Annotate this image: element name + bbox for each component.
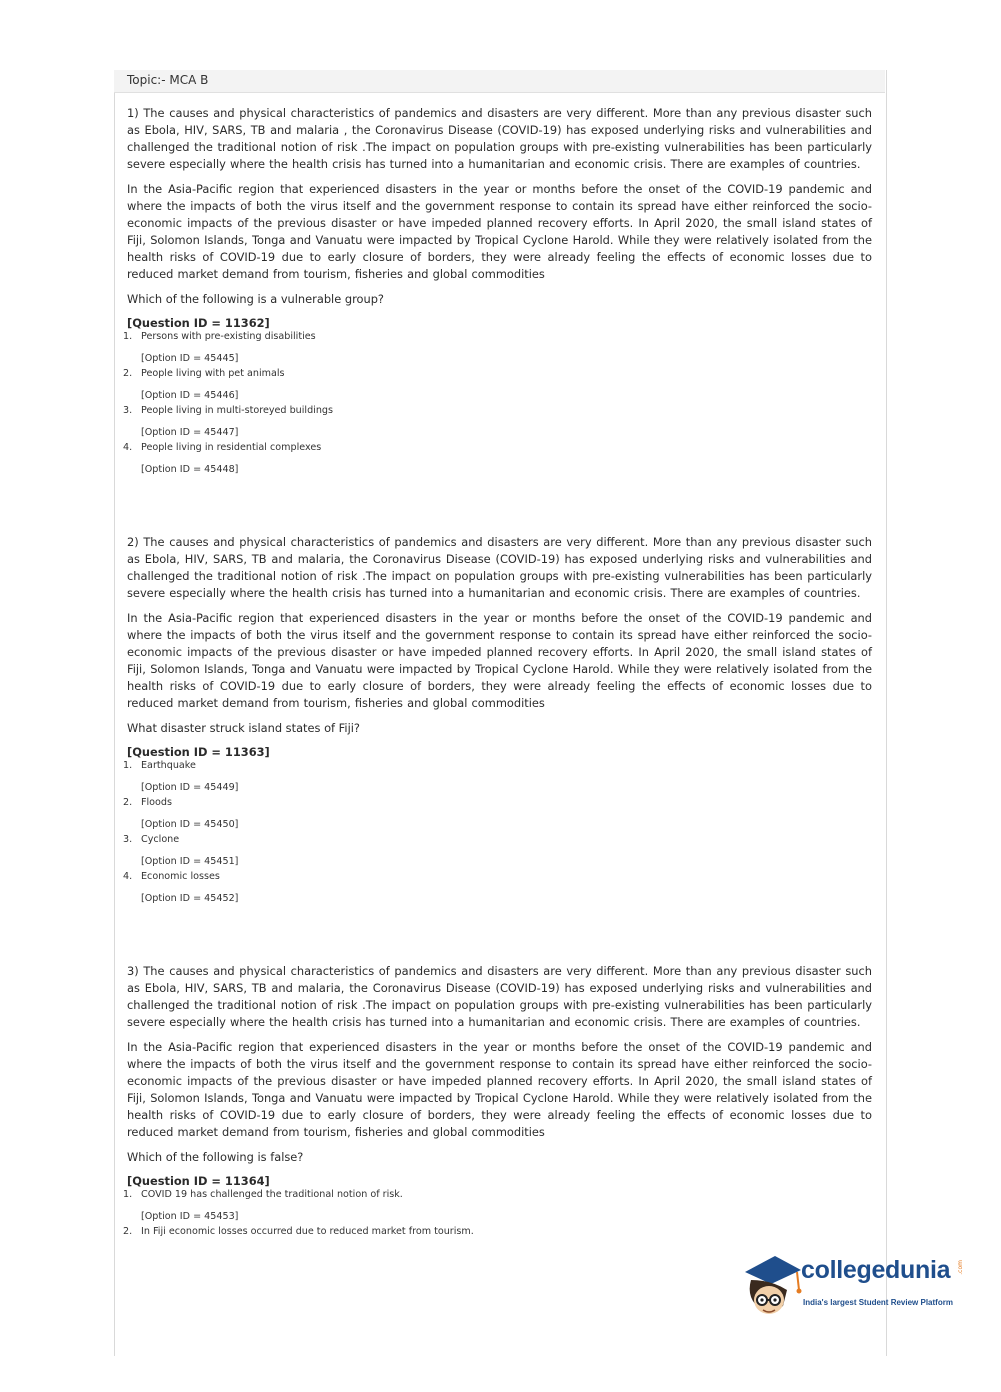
option-text: Floods [141,797,173,808]
option-id: [Option ID = 45446] [141,390,239,401]
option-number: 4. [123,442,133,453]
option-text: People living in multi-storeyed buildings [141,405,334,416]
option-text: Earthquake [141,760,196,771]
option-text: Persons with pre-existing disabilities [141,331,316,342]
questions-container [123,105,872,1392]
option-item [123,368,872,405]
question-block [123,963,872,1392]
option-id: [Option ID = 45449] [141,782,239,793]
option-id: [Option ID = 45453] [141,1211,239,1222]
question-passage-2: In the Asia-Pacific region that experienced disasters in the year or months before the onset of the COVID-19 pandemic and where the impacts of both the virus itself and the government response to contain its spread have either reinforced the socio-economic impacts of the previous disaster or have impeded planned recovery efforts. In April 2020, the small island states of Fiji, Solomon Islands, Tonga and Vanuatu were impacted by Tropical Cyclone Harold. While they were relatively isolated from the health risks of COVID-19 due to early closure of borders, they were already feeling the effects of economic losses due to reduced market demand from tourism, fisheries and global commodities [127,611,872,710]
logo-dotcom: .com [957,1260,964,1275]
option-id: [Option ID = 45451] [141,856,239,867]
collegedunia-logo [741,1250,971,1322]
question-block [123,105,872,534]
option-item [123,331,872,368]
question-id: [Question ID = 11364] [127,1174,270,1188]
option-number: 2. [123,1226,133,1237]
option-item [123,834,872,871]
option-id: [Option ID = 45447] [141,427,239,438]
question-id: [Question ID = 11363] [127,745,270,759]
option-text: COVID 19 has challenged the traditional notion of risk. [141,1189,403,1200]
option-number: 2. [123,797,133,808]
option-text: In Fiji economic losses occurred due to reduced market from tourism. [141,1226,474,1237]
option-text: People living in residential complexes [141,442,322,453]
question-passage-1: 1) The causes and physical characteristics of pandemics and disasters are very different. More than any previous disaster such as Ebola, HIV, SARS, TB and malaria , the Coronavirus Disease (COVID-19) has exposed underlying risks and vulnerabilities and challenged the traditional notion of risk .The impact on population groups with pre-existing vulnerabilities has been particularly severe especially where the health crisis has turned into a humanitarian and economic crisis. There are examples of countries. [127,106,872,171]
topic-title: Topic:- MCA B [127,73,209,87]
question-block [123,534,872,963]
option-text: Economic losses [141,871,220,882]
option-id: [Option ID = 45452] [141,893,239,904]
option-item [123,797,872,834]
option-number: 1. [123,331,133,342]
topic-header [114,70,885,93]
mascot-icon [741,1250,803,1322]
question-text: Which of the following is false? [127,1150,304,1164]
option-number: 1. [123,1189,133,1200]
option-item [123,760,872,797]
question-passage-1: 2) The causes and physical characteristics of pandemics and disasters are very different. More than any previous disaster such as Ebola, HIV, SARS, TB and malaria, the Coronavirus Disease (COVID-19) has exposed underlying risks and vulnerabilities and challenged the traditional notion of risk .The impact on population groups with pre-existing vulnerabilities has been particularly severe especially where the health crisis has turned into a humanitarian and economic crisis. There are examples of countries. [127,535,872,600]
option-item [123,871,872,908]
option-number: 3. [123,834,133,845]
question-text: What disaster struck island states of Fiji? [127,721,360,735]
question-text: Which of the following is a vulnerable group? [127,292,384,306]
option-number: 1. [123,760,133,771]
option-number: 3. [123,405,133,416]
option-text: People living with pet animals [141,368,285,379]
question-id: [Question ID = 11362] [127,316,270,330]
option-text: Cyclone [141,834,180,845]
question-passage-2: In the Asia-Pacific region that experienced disasters in the year or months before the onset of the COVID-19 pandemic and where the impacts of both the virus itself and the government response to contain its spread have either reinforced the socio-economic impacts of the previous disaster or have impeded planned recovery efforts. In April 2020, the small island states of Fiji, Solomon Islands, Tonga and Vanuatu were impacted by Tropical Cyclone Harold. While they were relatively isolated from the health risks of COVID-19 due to early closure of borders, they were already feeling the effects of economic losses due to reduced market demand from tourism, fisheries and global commodities [127,182,872,281]
options-list [123,331,872,479]
logo-name: collegedunia [801,1256,951,1284]
option-item [123,442,872,479]
option-item [123,405,872,442]
logo-tagline: India's largest Student Review Platform [803,1298,953,1307]
question-passage-2: In the Asia-Pacific region that experienced disasters in the year or months before the onset of the COVID-19 pandemic and where the impacts of both the virus itself and the government response to contain its spread have either reinforced the socio-economic impacts of the previous disaster or have impeded planned recovery efforts. In April 2020, the small island states of Fiji, Solomon Islands, Tonga and Vanuatu were impacted by Tropical Cyclone Harold. While they were relatively isolated from the health risks of COVID-19 due to early closure of borders, they were already feeling the effects of economic losses due to reduced market demand from tourism, fisheries and global commodities [127,1040,872,1139]
option-id: [Option ID = 45448] [141,464,239,475]
option-number: 2. [123,368,133,379]
question-passage-1: 3) The causes and physical characteristics of pandemics and disasters are very different. More than any previous disaster such as Ebola, HIV, SARS, TB and malaria, the Coronavirus Disease (COVID-19) has exposed underlying risks and vulnerabilities and challenged the traditional notion of risk .The impact on population groups with pre-existing vulnerabilities has been particularly severe especially where the health crisis has turned into a humanitarian and economic crisis. There are examples of countries. [127,964,872,1029]
options-list [123,760,872,908]
option-id: [Option ID = 45450] [141,819,239,830]
option-number: 4. [123,871,133,882]
option-item [123,1189,872,1226]
option-id: [Option ID = 45445] [141,353,239,364]
